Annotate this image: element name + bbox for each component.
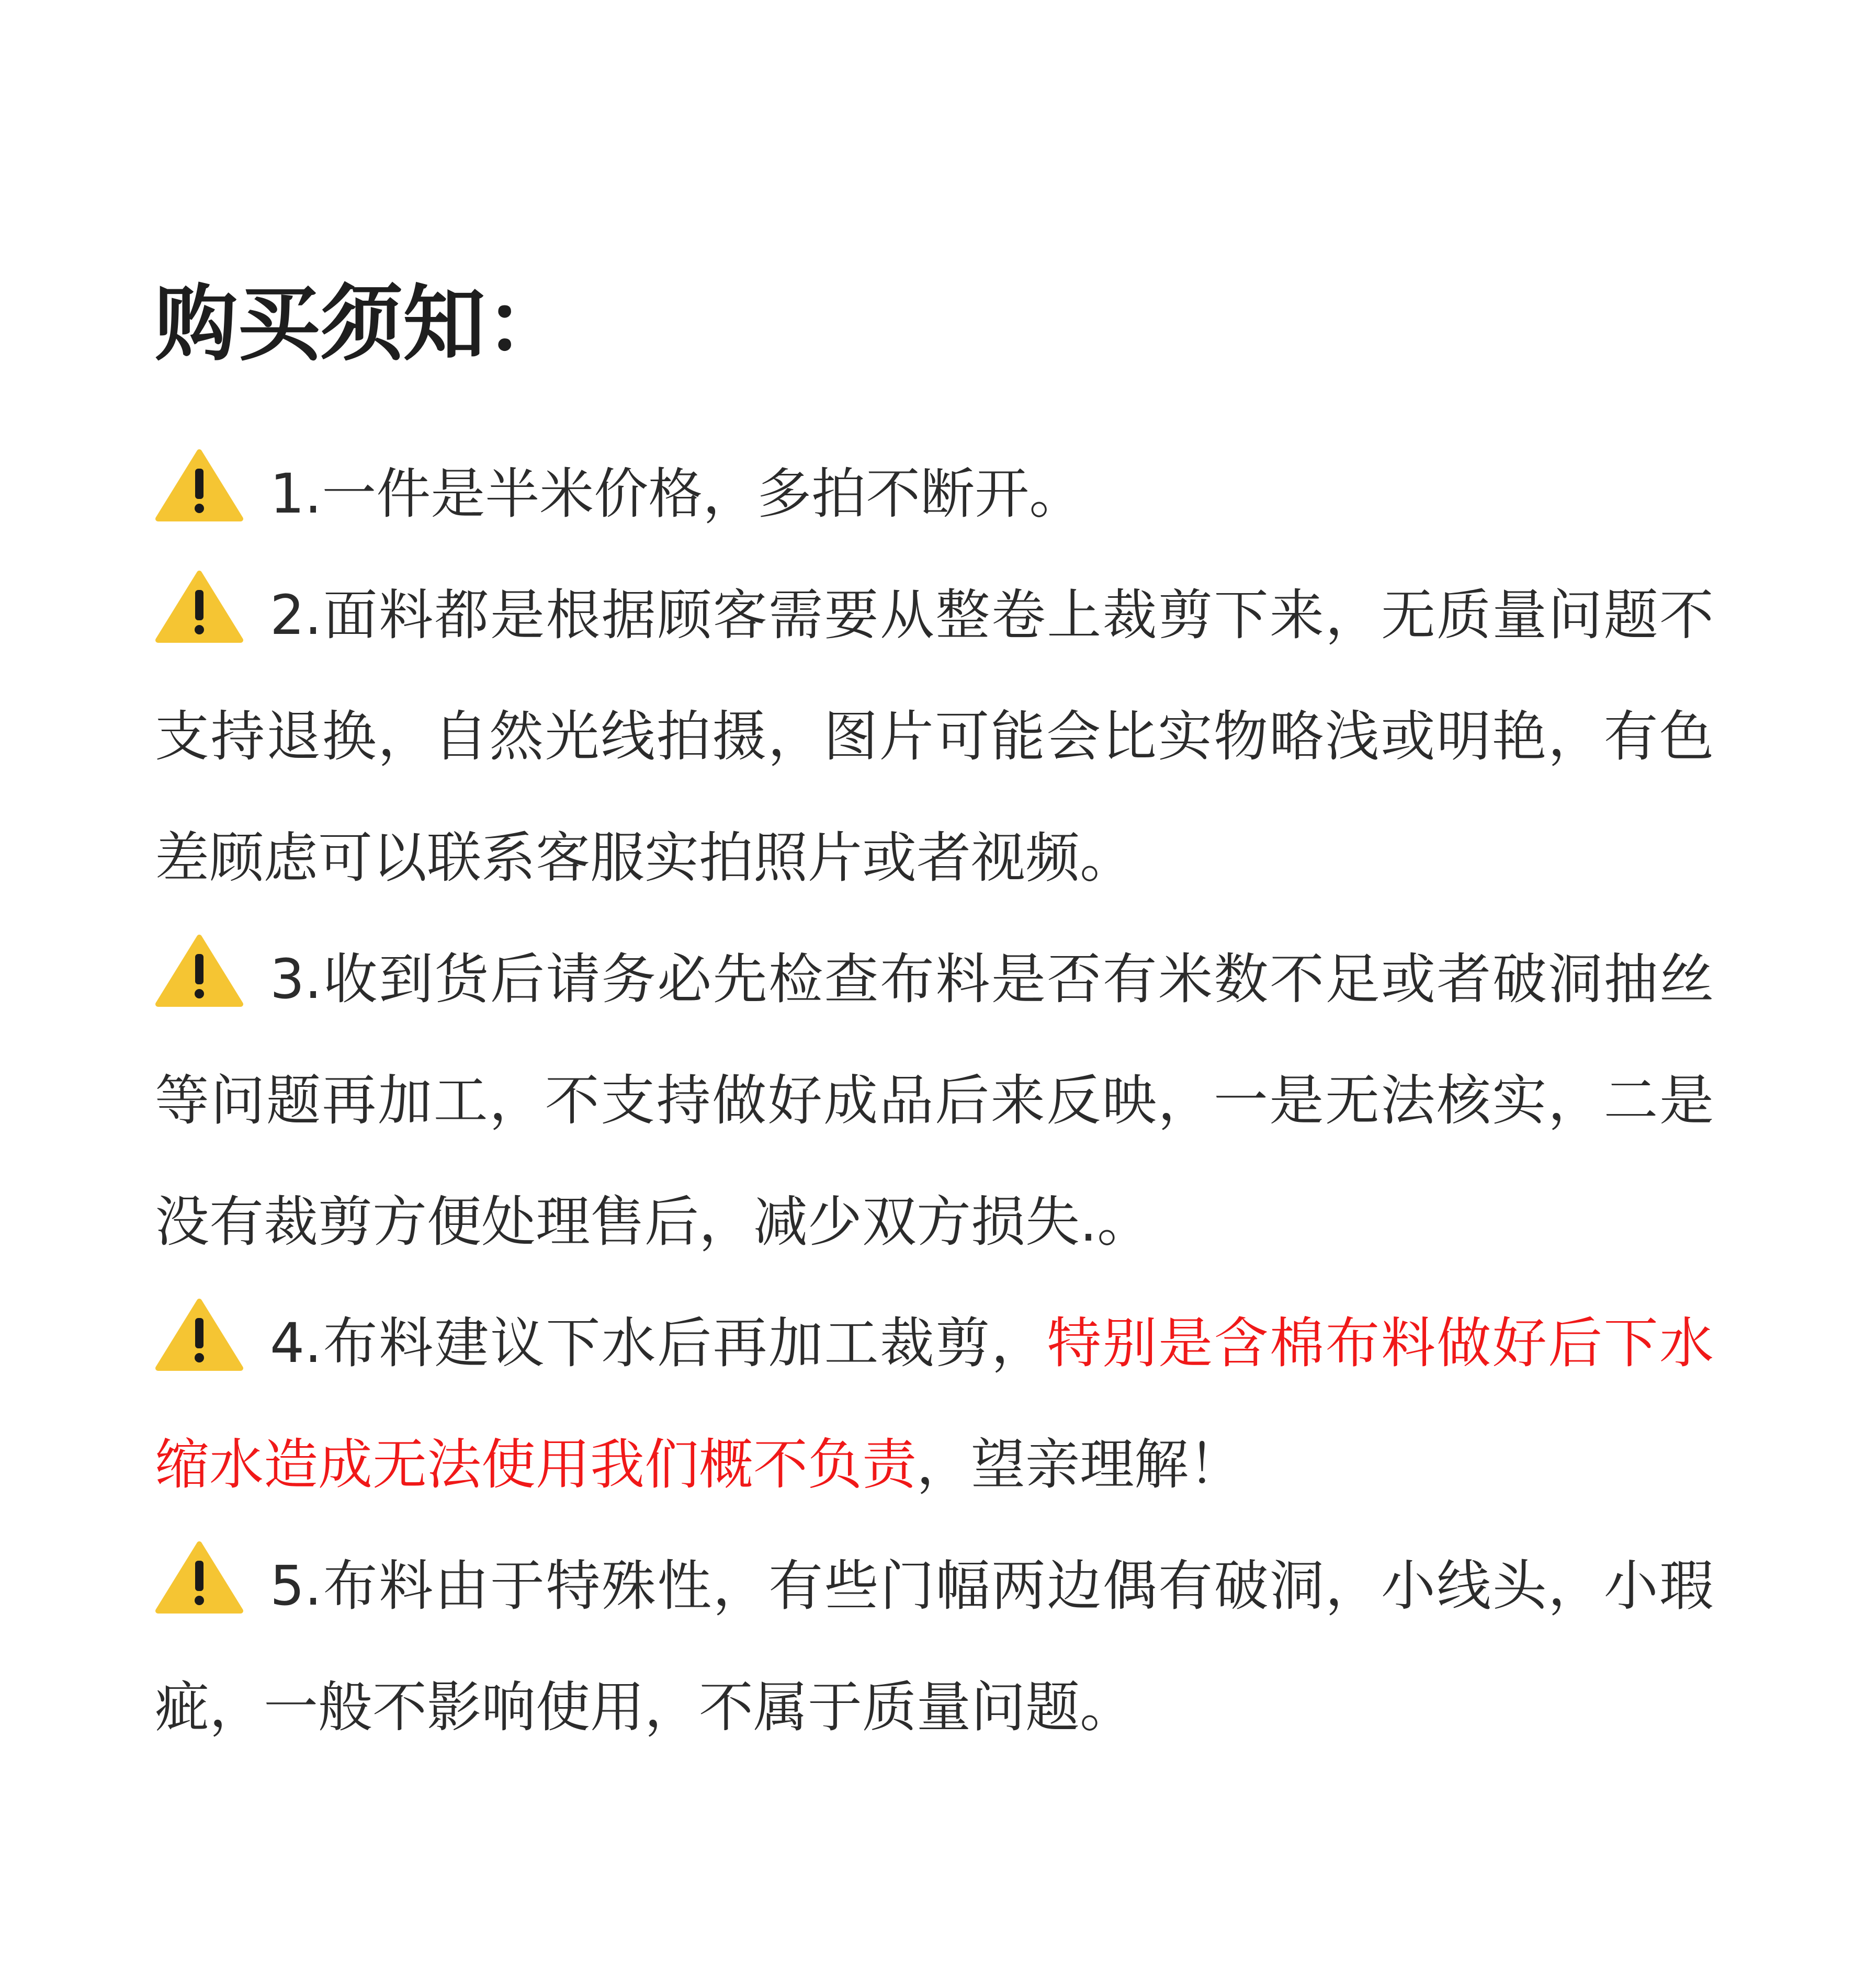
purchase-notice bbox=[155, 272, 1714, 1768]
warning-icon bbox=[155, 1298, 244, 1371]
notice-item-text: 2.面料都是根据顾客需要从整卷上裁剪下来，无质量问题不支持退换，自然光线拍摄，图片可能会比实物略浅或明艳，有色差顾虑可以联系客服实拍照片或者视频。 bbox=[155, 583, 1714, 890]
notice-item-text: 1.一件是半米价格，多拍不断开。 bbox=[270, 462, 1084, 526]
notice-item-4 bbox=[155, 1282, 1714, 1525]
notice-item-text: 5.布料由于特殊性，有些门幅两边偶有破洞，小线头，小瑕疵，一般不影响使用，不属于质量问题。 bbox=[155, 1554, 1714, 1739]
notice-item-1 bbox=[155, 433, 1714, 554]
notice-item-5 bbox=[155, 1525, 1714, 1768]
warning-icon bbox=[155, 1541, 244, 1614]
warning-icon bbox=[155, 570, 244, 643]
notice-item-text: 3.收到货后请务必先检查布料是否有米数不足或者破洞抽丝等问题再加工，不支持做好成品后来反映，一是无法核实，二是没有裁剪方便处理售后，减少双方损失.。 bbox=[155, 947, 1714, 1254]
highlighted-warning-text: 特别是含棉布料做好后下水缩水造成无法使用我们概不负责 bbox=[155, 1311, 1714, 1496]
notice-item-text-end: ，望亲理解！ bbox=[917, 1433, 1243, 1496]
notice-item-3 bbox=[155, 918, 1714, 1282]
warning-icon bbox=[155, 934, 244, 1007]
notice-title: 购买须知： bbox=[155, 276, 568, 372]
warning-icon bbox=[155, 449, 244, 522]
notice-item-text: 4.布料建议下水后再加工裁剪， bbox=[270, 1311, 1047, 1375]
notice-item-2 bbox=[155, 554, 1714, 918]
